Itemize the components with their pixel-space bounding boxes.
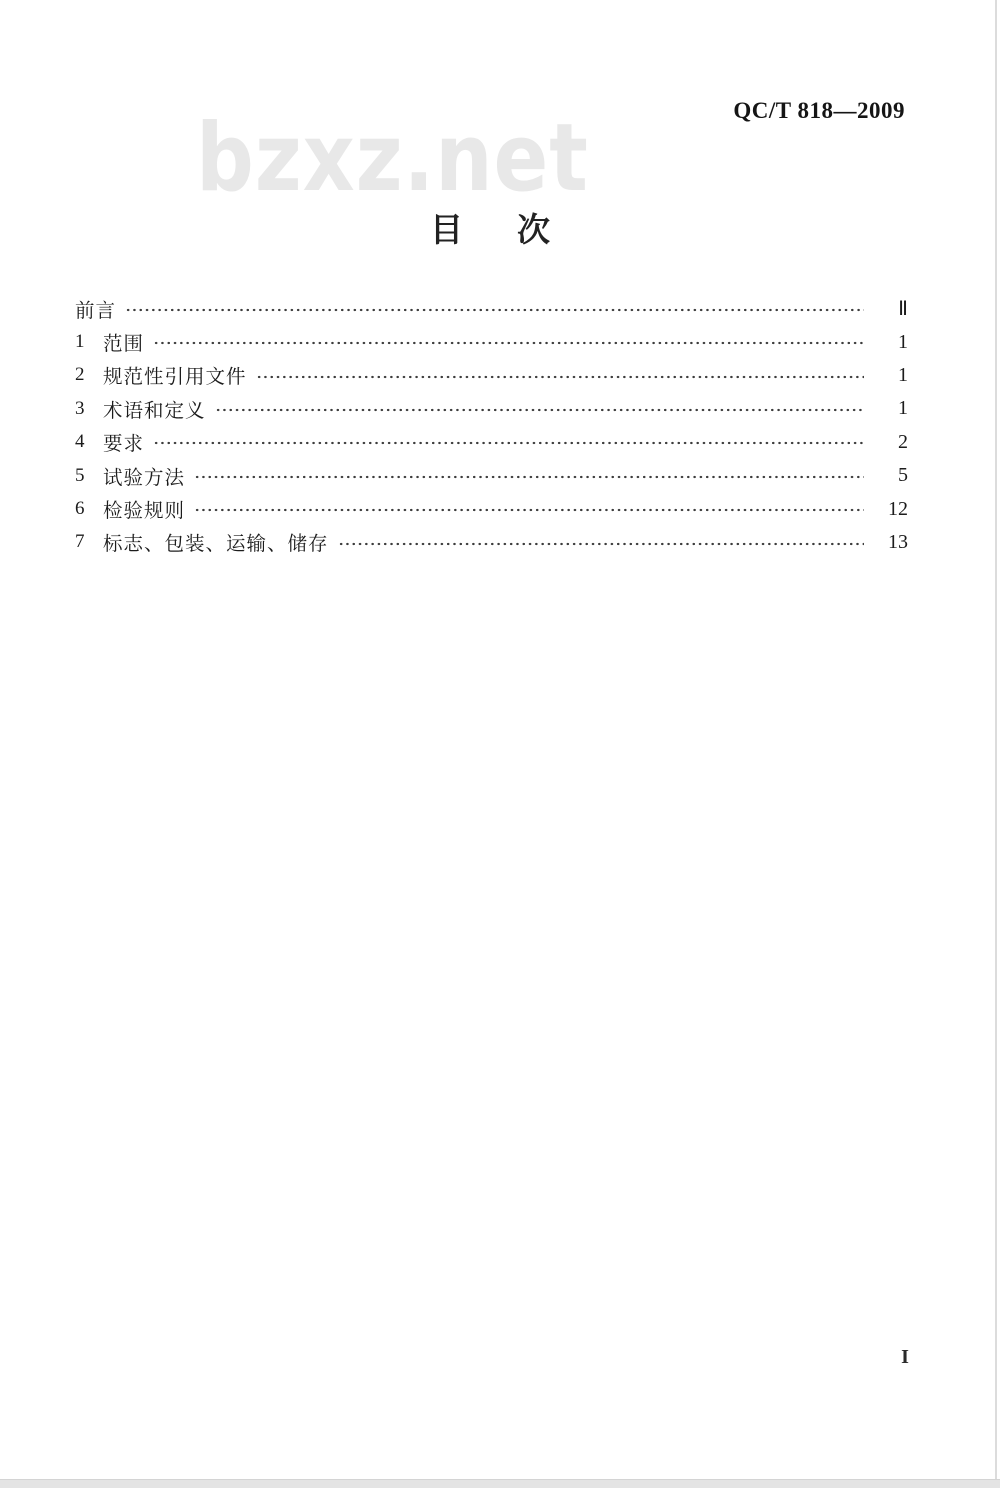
toc-dot-leader xyxy=(194,459,864,492)
toc-entry-number: 7 xyxy=(75,531,85,553)
toc-entry-label: 标志、包装、运输、储存 xyxy=(103,534,329,556)
page-edge-line xyxy=(995,0,997,1480)
toc-entry-page: 12 xyxy=(888,497,908,520)
toc-entry-label: 试验方法 xyxy=(103,467,186,489)
toc-dot-leader xyxy=(194,492,864,525)
toc-entry-number: 1 xyxy=(75,331,85,353)
page-title xyxy=(0,204,980,251)
watermark-text: bzxz.net xyxy=(196,104,589,213)
toc-entry-number: 6 xyxy=(75,498,85,520)
toc-entry-label: 前言 xyxy=(75,300,117,322)
toc-dot-leader xyxy=(153,325,864,358)
toc-entry-page: 1 xyxy=(898,397,908,420)
page-title-char-1: 目 xyxy=(430,211,463,248)
toc-entry-page: 2 xyxy=(898,430,908,453)
toc-row xyxy=(75,292,908,325)
bottom-scan-bar xyxy=(0,1479,1000,1488)
toc-row xyxy=(75,359,908,392)
toc-entry-number: 2 xyxy=(75,364,85,386)
toc-dot-leader xyxy=(125,292,864,325)
toc-row xyxy=(75,492,908,525)
toc-entry-number: 3 xyxy=(75,397,85,419)
page-title-char-2: 次 xyxy=(517,211,550,248)
toc-dot-leader xyxy=(338,526,864,559)
toc-entry-number: 4 xyxy=(75,431,85,453)
footer-page-number: I xyxy=(901,1346,909,1368)
toc-row xyxy=(75,426,908,459)
toc-entry-page: 5 xyxy=(898,464,908,487)
toc-row xyxy=(75,526,908,559)
toc-entry-page: Ⅱ xyxy=(898,298,908,321)
toc-entry-label: 范围 xyxy=(103,334,145,356)
toc-entry-label: 要求 xyxy=(103,434,145,456)
toc-dot-leader xyxy=(215,392,864,425)
toc-entry-page: 1 xyxy=(898,363,908,386)
toc-dot-leader xyxy=(256,359,864,392)
toc-entry-page: 1 xyxy=(898,330,908,353)
standard-code: QC/T 818—2009 xyxy=(733,98,905,123)
toc-entry-label: 检验规则 xyxy=(103,501,186,523)
toc-row xyxy=(75,459,908,492)
table-of-contents xyxy=(75,292,908,559)
toc-row xyxy=(75,392,908,425)
toc-entry-number: 5 xyxy=(75,464,85,486)
toc-entry-page: 13 xyxy=(888,530,908,553)
toc-entry-label: 规范性引用文件 xyxy=(103,367,247,389)
toc-dot-leader xyxy=(153,426,864,459)
toc-row xyxy=(75,325,908,358)
toc-entry-label: 术语和定义 xyxy=(103,400,206,422)
